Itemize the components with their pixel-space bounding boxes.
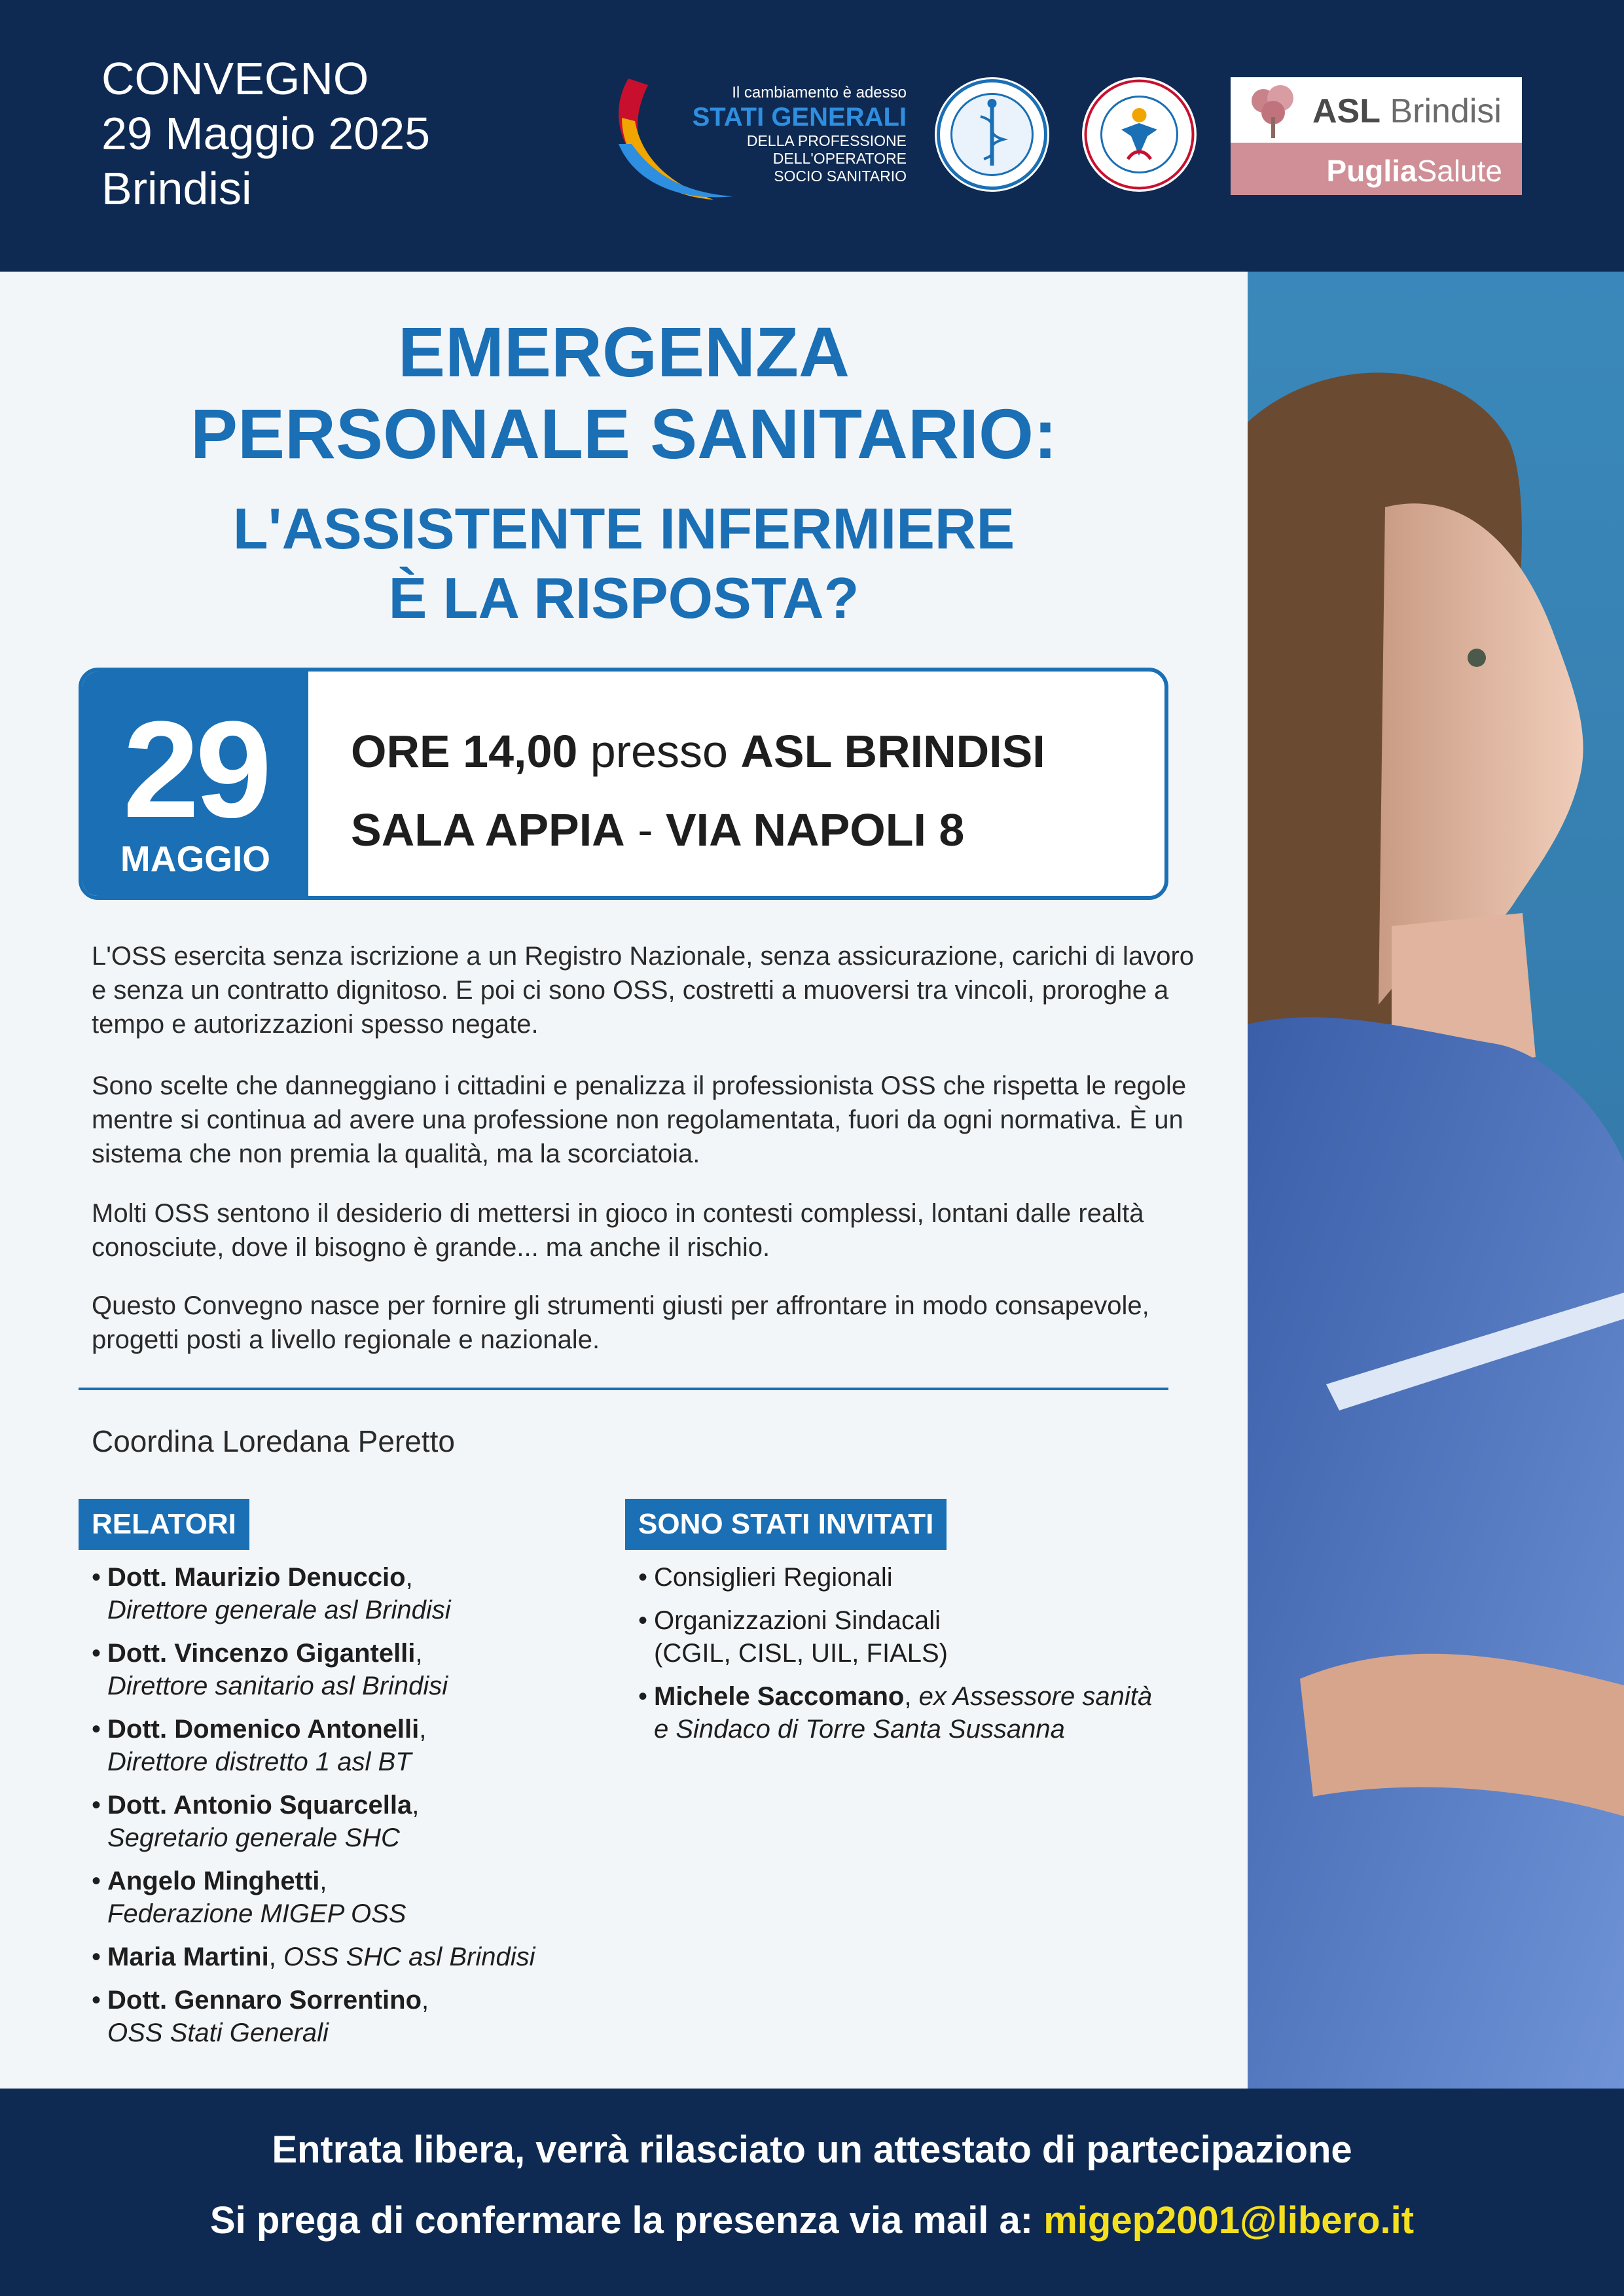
stati-line3: SOCIO SANITARIO	[774, 168, 907, 185]
speaker-role: Federazione MIGEP OSS	[107, 1899, 406, 1928]
event-city: Brindisi	[101, 163, 252, 214]
speaker-name: Angelo Minghetti	[107, 1867, 320, 1895]
invited-list	[638, 1561, 1240, 1756]
migep-seal-icon	[935, 77, 1049, 192]
speaker-name: Dott. Gennaro Sorrentino	[107, 1986, 422, 2015]
speaker-name: Dott. Domenico Antonelli	[107, 1715, 420, 1744]
title-line2: PERSONALE SANITARIO:	[190, 394, 1058, 473]
event-date: 29 Maggio 2025	[101, 108, 431, 159]
title-line3: L'ASSISTENTE INFERMIERE	[232, 496, 1015, 561]
title-main	[0, 311, 1248, 475]
puglia-bold: Puglia	[1326, 154, 1417, 188]
speaker-role: OSS SHC asl Brindisi	[283, 1943, 535, 1971]
list-item: • Dott. Gennaro Sorrentino, OSS Stati Generali	[92, 1984, 635, 2049]
invited-heading: SONO STATI INVITATI	[625, 1499, 947, 1550]
tree-icon	[1237, 81, 1309, 141]
paragraph-4: Questo Convegno nasce per fornire gli strumenti giusti per affrontare in modo consapevole, progetti posti a livello regionale e nazionale.	[92, 1291, 1149, 1354]
stati-name: STATI GENERALI	[692, 103, 907, 132]
footer-rsvp	[0, 2198, 1624, 2242]
date-month: MAGGIO	[120, 838, 271, 879]
stati-line1: DELLA PROFESSIONE	[746, 132, 907, 149]
registro-oss-seal-icon	[1082, 77, 1197, 192]
stati-generali-logo	[655, 84, 907, 185]
invited-item-detail: (CGIL, CISL, UIL, FIALS)	[654, 1639, 948, 1668]
speakers-list	[92, 1561, 635, 2060]
invited-name: Michele Saccomano	[654, 1682, 905, 1711]
list-item	[638, 1604, 1240, 1670]
paragraph-2: Sono scelte che danneggiano i cittadini e penalizza il professionista OSS che rispetta le regole mentre si continua ad avere una professione non regolamentata, fuori da ogni normativa. È un sistema che non premia la qualità, ma la scorciatoia.	[92, 1071, 1187, 1168]
footer-entry-note: Entrata libera, verrà rilasciato un attestato di partecipazione	[272, 2128, 1352, 2171]
invited-role-2: e Sindaco di Torre Santa Sussanna	[654, 1715, 1065, 1744]
rsvp-text: Si prega di confermare la presenza via mail a:	[209, 2199, 1034, 2242]
coordinator: Coordina Loredana Peretto	[92, 1424, 455, 1458]
speakers-heading: RELATORI	[79, 1499, 249, 1550]
list-item: • Dott. Vincenzo Gigantelli, Direttore sanitario asl Brindisi	[92, 1637, 635, 1702]
speaker-name: Dott. Antonio Squarcella	[107, 1791, 412, 1820]
asl-brindisi-logo	[1231, 77, 1522, 195]
list-item: • Angelo Minghetti, Federazione MIGEP OSS	[92, 1865, 635, 1930]
venue-info	[351, 712, 1045, 869]
list-item: • Dott. Domenico Antonelli, Direttore distretto 1 asl BT	[92, 1713, 635, 1778]
paragraph-1: L'OSS esercita senza iscrizione a un Registro Nazionale, senza assicurazione, carichi di lavoro e senza un contratto dignitoso. E poi ci sono OSS, costretti a muoversi tra vincoli, proroghe a tempo e autorizzazioni spesso negate.	[92, 942, 1195, 1039]
speaker-name: Dott. Maurizio Denuccio	[107, 1563, 406, 1592]
invited-item: Organizzazioni Sindacali	[654, 1606, 941, 1635]
header-bar	[0, 0, 1624, 272]
venue-separator: -	[638, 804, 653, 855]
nurse-photo	[1248, 272, 1624, 2089]
venue-name: ASL BRINDISI	[740, 726, 1045, 777]
title-line1: EMERGENZA	[397, 312, 850, 391]
venue-room: SALA APPIA	[351, 804, 625, 855]
title-question	[0, 494, 1248, 633]
invited-role: ex Assessore sanità	[918, 1682, 1153, 1711]
asl-prefix: ASL	[1312, 92, 1380, 130]
list-item: • Dott. Antonio Squarcella, Segretario generale SHC	[92, 1789, 635, 1854]
list-item: • Dott. Maurizio Denuccio, Direttore generale asl Brindisi	[92, 1561, 635, 1626]
nurse-illustration-icon	[1248, 272, 1624, 2089]
speaker-role: Segretario generale SHC	[107, 1823, 400, 1852]
speaker-name: Maria Martini	[107, 1943, 269, 1971]
paragraph-3: Molti OSS sentono il desiderio di mettersi in gioco in contesti complessi, lontani dalle realtà conosciute, dove il bisogno è grande... ma anche il rischio.	[92, 1199, 1144, 1262]
stati-tagline: Il cambiamento è adesso	[732, 84, 907, 101]
speaker-role: Direttore sanitario asl Brindisi	[107, 1672, 448, 1700]
footer-bar	[0, 2089, 1624, 2296]
speaker-name: Dott. Vincenzo Gigantelli	[107, 1639, 416, 1668]
title-line4: È LA RISPOSTA?	[388, 565, 859, 630]
speaker-role: OSS Stati Generali	[107, 2018, 329, 2047]
list-item: • Michele Saccomano, ex Assessore sanità e Sindaco di Torre Santa Sussanna	[638, 1680, 1240, 1746]
stati-line2: DELL'OPERATORE	[772, 150, 907, 167]
event-type: CONVEGNO	[101, 53, 369, 104]
date-box	[79, 668, 1168, 900]
date-badge	[82, 672, 308, 896]
invited-item: Consiglieri Regionali	[654, 1563, 893, 1592]
speaker-role: Direttore distretto 1 asl BT	[107, 1748, 412, 1776]
event-info	[101, 51, 430, 216]
list-item: • Maria Martini, OSS SHC asl Brindisi	[92, 1941, 635, 1973]
puglia-light: Salute	[1416, 154, 1502, 188]
asl-city: Brindisi	[1390, 92, 1502, 130]
email-link[interactable]: migep2001@libero.it	[1043, 2199, 1415, 2242]
speaker-role: Direttore generale asl Brindisi	[107, 1596, 451, 1624]
venue-preposition: presso	[590, 726, 728, 777]
date-day: 29	[122, 692, 268, 846]
event-time: ORE 14,00	[351, 726, 578, 777]
section-divider	[79, 1388, 1168, 1390]
main-panel	[0, 272, 1248, 2089]
venue-address: VIA NAPOLI 8	[665, 804, 965, 855]
list-item	[638, 1561, 1240, 1594]
